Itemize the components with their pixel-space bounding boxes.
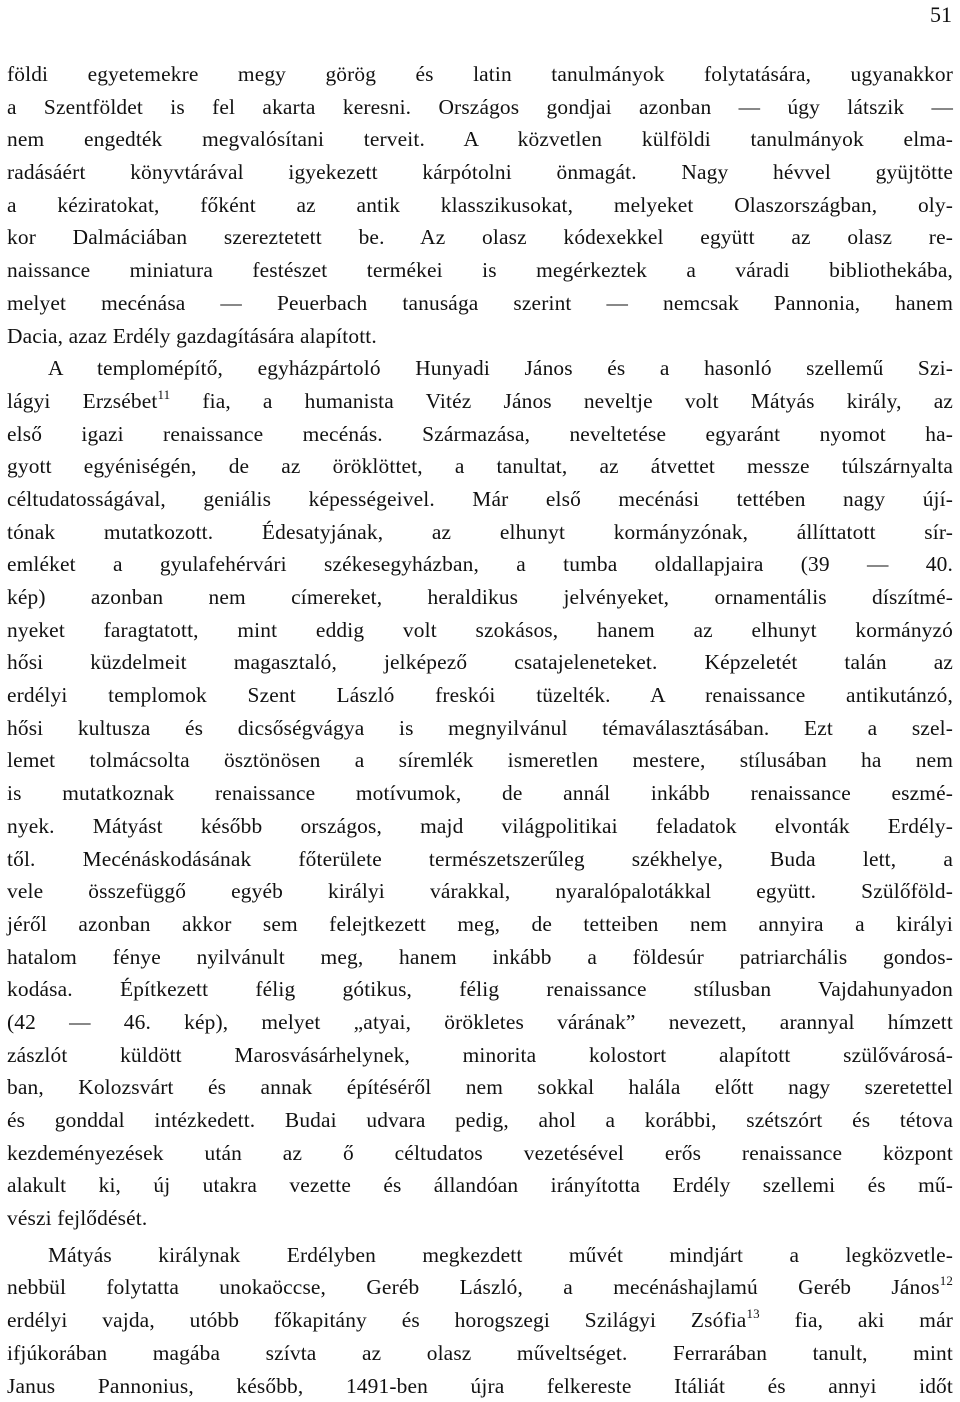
text-line: jéről azonban akkor sem felejtkezett meg, de tetteiben nem annyira a királyi bbox=[7, 908, 953, 941]
text-line: is mutatkoznak renaissance motívumok, de annál inkább renaissance eszmé- bbox=[7, 777, 953, 810]
text-fragment: fia, aki már bbox=[795, 1308, 953, 1332]
text-line: Dacia, azaz Erdély gazdagítására alapított. bbox=[7, 320, 953, 353]
text-line: ban, Kolozsvárt és annak építéséről nem sokkal halála előtt nagy szeretettel bbox=[7, 1071, 953, 1104]
text-line: emléket a gyulafehérvári székesegyházban, a tumba oldallapjaira (39 — 40. bbox=[7, 548, 953, 581]
text-line: hatalom fénye nyilvánult meg, hanem inkább a földesúr patriarchális gondos- bbox=[7, 941, 953, 974]
body-text bbox=[7, 58, 953, 1402]
text-line: a Szentföldet is fel akarta keresni. Országos gondjai azonban — úgy látszik — bbox=[7, 91, 953, 124]
page-number: 51 bbox=[930, 2, 952, 28]
text-line: kezdeményezések után az ő céltudatos vezetésével erős renaissance központ bbox=[7, 1137, 953, 1170]
text-fragment: fia, a humanista Vitéz János neveltje volt Mátyás király, az bbox=[202, 389, 953, 413]
text-line: radásáért könyvtárával igyekezett kárpótolni önmagát. Nagy hévvel gyüjtötte bbox=[7, 156, 953, 189]
text-line: ifjúkorában magába szívta az olasz műveltséget. Ferrarában tanult, mint bbox=[7, 1337, 953, 1370]
text-line: zászlót küldött Marosvásárhelynek, minorita kolostort alapított szülővárosá- bbox=[7, 1039, 953, 1072]
text-fragment: nebbül folytatta unokaöccse, Geréb László, a mecénáshajlamú Geréb János bbox=[7, 1275, 940, 1299]
text-line: vészi fejlődését. bbox=[7, 1202, 953, 1235]
text-line: vele összefüggő egyéb királyi várakkal, nyaralópalotákkal együtt. Szülőföld- bbox=[7, 875, 953, 908]
text-line: lemet tolmácsolta ösztönösen a síremlék ismeretlen mestere, stílusában ha nem bbox=[7, 744, 953, 777]
footnote-ref: 13 bbox=[746, 1306, 759, 1321]
text-line: első igazi renaissance mecénás. Származása, neveltetése egyaránt nyomot ha- bbox=[7, 418, 953, 451]
text-line: alakult ki, új utakra vezette és állandóan irányította Erdély szellemi és mű- bbox=[7, 1169, 953, 1202]
text-line: és gonddal intézkedett. Budai udvara pedig, ahol a korábbi, szétszórt és tétova bbox=[7, 1104, 953, 1137]
footnote-ref: 11 bbox=[157, 387, 170, 402]
text-line: földi egyetemekre megy görög és latin tanulmányok folytatására, ugyanakkor bbox=[7, 58, 953, 91]
text-line: (42 — 46. kép), melyet „atyai, örökletes várának” nevezett, arannyal hímzett bbox=[7, 1006, 953, 1039]
text-line: melyet mecénása — Peuerbach tanusága szerint — nemcsak Pannonia, hanem bbox=[7, 287, 953, 320]
text-line: erdélyi templomok Szent László freskói tüzelték. A renaissance antikutánzó, bbox=[7, 679, 953, 712]
text-line: nem engedték megvalósítani terveit. A közvetlen külföldi tanulmányok elma- bbox=[7, 123, 953, 156]
text-line: Janus Pannonius, később, 1491-ben újra felkereste Itáliát és annyi időt bbox=[7, 1370, 953, 1402]
text-fragment: lágyi Erzsébet bbox=[7, 389, 157, 413]
text-line: céltudatosságával, geniális képességeivel. Már első mecénási tettében nagy újí- bbox=[7, 483, 953, 516]
footnote-ref: 12 bbox=[940, 1273, 953, 1288]
text-line: kodása. Építkezett félig gótikus, félig renaissance stílusban Vajdahunyadon bbox=[7, 973, 953, 1006]
text-line-with-footnote bbox=[7, 1271, 953, 1304]
text-line: naissance miniatura festészet termékei is megérkeztek a váradi bibliothekába, bbox=[7, 254, 953, 287]
text-fragment: erdélyi vajda, utóbb főkapitány és horogszegi Szilágyi Zsófia bbox=[7, 1308, 746, 1332]
text-line: Mátyás királynak Erdélyben megkezdett művét mindjárt a legközvetle- bbox=[7, 1239, 953, 1272]
text-line: kép) azonban nem címereket, heraldikus jelvényeket, ornamentális díszítmé- bbox=[7, 581, 953, 614]
text-line: hősi kultusza és dicsőségvágya is megnyilvánul témaválasztásában. Ezt a szel- bbox=[7, 712, 953, 745]
text-line: gyott egyéniségén, de az öröklöttet, a tanultat, az átvettet messze túlszárnyalta bbox=[7, 450, 953, 483]
text-line: nyek. Mátyást később országos, majd világpolitikai feladatok elvonták Erdély- bbox=[7, 810, 953, 843]
text-line-with-footnote bbox=[7, 385, 953, 418]
text-line: A templomépítő, egyházpártoló Hunyadi János és a hasonló szellemű Szi- bbox=[7, 352, 953, 385]
text-line: kor Dalmáciában szereztetett be. Az olasz kódexekkel együtt az olasz re- bbox=[7, 221, 953, 254]
text-line: től. Mecénáskodásának főterülete természetszerűleg székhelye, Buda lett, a bbox=[7, 843, 953, 876]
text-line-with-footnote bbox=[7, 1304, 953, 1337]
text-line: a kéziratokat, főként az antik klasszikusokat, melyeket Olaszországban, oly- bbox=[7, 189, 953, 222]
text-line: tónak mutatkozott. Édesatyjának, az elhunyt kormányzónak, állíttatott sír- bbox=[7, 516, 953, 549]
text-line: hősi küzdelmeit magasztaló, jelképező csatajeleneteket. Képzeletét talán az bbox=[7, 646, 953, 679]
text-line: nyeket faragtatott, mint eddig volt szokásos, hanem az elhunyt kormányzó bbox=[7, 614, 953, 647]
